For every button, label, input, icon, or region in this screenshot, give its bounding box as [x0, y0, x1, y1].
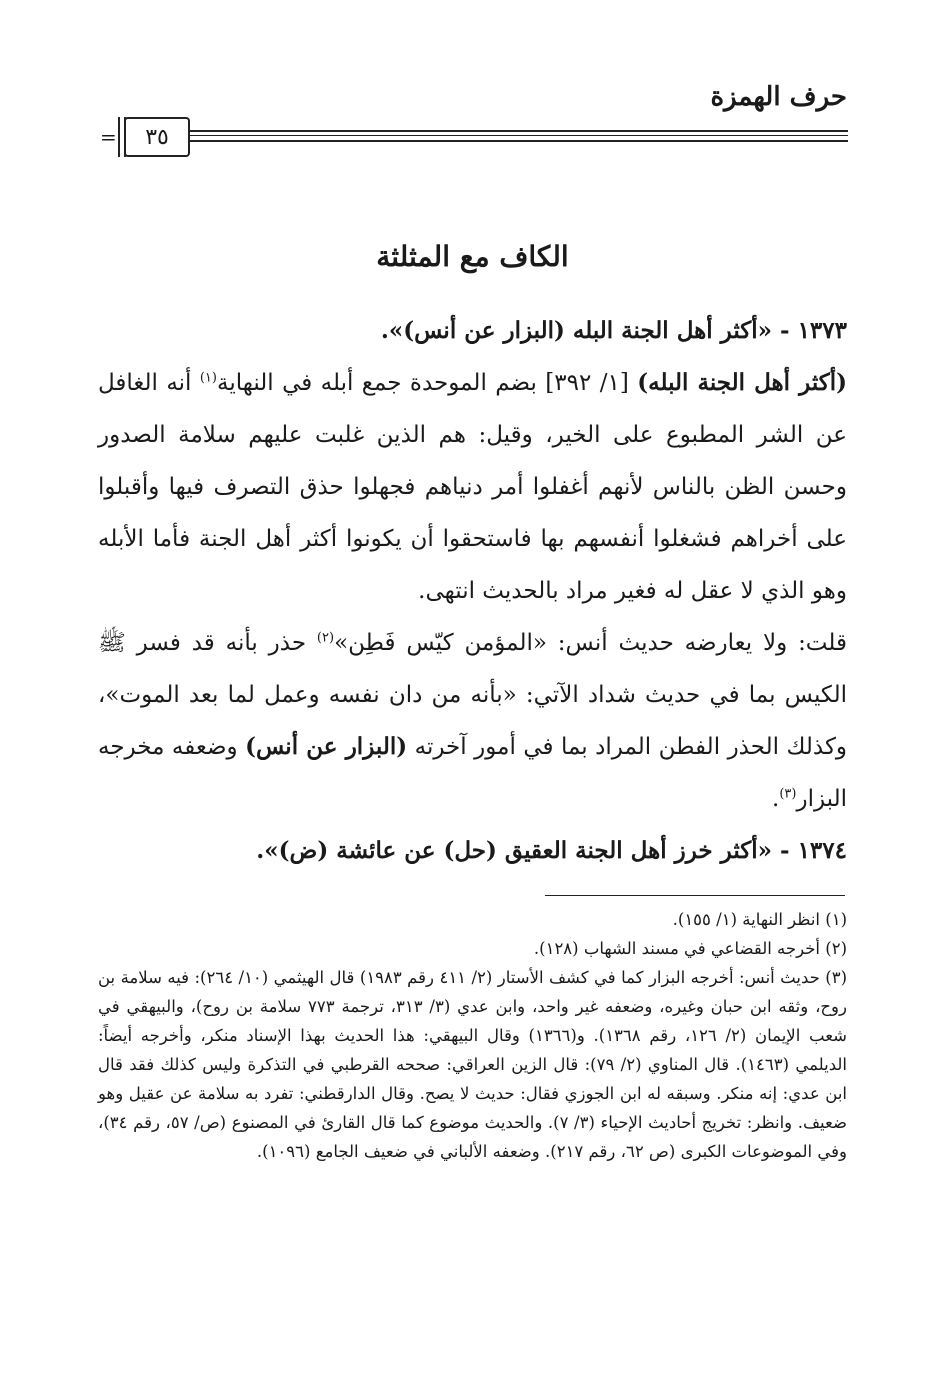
- entry-1373: [98, 305, 847, 357]
- footnote-marker: (١): [199, 370, 217, 386]
- header-rule-lines: [190, 130, 848, 146]
- entry-hadith: «أكثر خرز أهل الجنة العقيق (حل) عن عائشة (ض)».: [256, 837, 772, 864]
- main-text: [98, 305, 847, 877]
- commentary-text: أنه الغافل عن الشر المطبوع على الخير، وقيل: هم الذين غلبت عليهم سلامة الصدور وحسن الظن بالناس لأنهم أغفلوا أمر دنياهم فجهلوا حذق التصرف فيها وأقبلوا على أخراهم فشغلوا أنفسهم بها فاستحقوا أن يكونوا أكثر أهل الجنة فأما الأبله وهو الذي لا عقل له فغير مراد بالحديث انتهى.: [98, 370, 847, 604]
- footnote-separator: [545, 895, 845, 896]
- commentary-text: وضعفه مخرجه البزار: [98, 734, 847, 812]
- commentary-paragraph-2: [98, 617, 847, 825]
- footnote-1: (١) انظر النهاية (١/ ١٥٥).: [672, 910, 847, 929]
- entry-number: ١٣٧٣ -: [780, 317, 847, 344]
- header-ornament: =: [100, 125, 117, 149]
- commentary-text: حذر بأنه قد فسر ﷺ الكيس بما في حديث شداد الآتي: «بأنه من دان نفسه وعمل لما بعد الموت»، وكذلك الحذر الفطن المراد بما في أمور آخرته: [98, 630, 848, 760]
- entry-number: ١٣٧٤ -: [780, 837, 847, 864]
- section-title: الكاف مع المثلثة: [376, 240, 569, 273]
- running-header-title: حرف الهمزة: [710, 82, 847, 112]
- commentary-text: .: [772, 786, 780, 812]
- footnote-marker: (٢): [316, 630, 335, 646]
- commentary-text: بضم الموحدة جمع أبله في النهاية: [216, 370, 537, 396]
- page-number: ٣٥: [124, 117, 190, 157]
- footnote-3: (٣) حديث أنس: أخرجه البزار كما في كشف الأستار (٢/ ٤١١ رقم ١٩٨٣) قال الهيثمي (١٠/ ٢٦٤): فيه سلامة بن روح، وثقه ابن حبان وغيره، وضعفه غير واحد، وابن عدي (٣/ ٣١٣، ترجمة ٧٧٣ سلامة بن روح)، والبيهقي في شعب الإيمان (٢/ ١٢٦، رقم ١٣٦٨). و(١٣٦٦) وقال البيهقي: هذا الحديث بهذا الإسناد منكر، وأخرجه أيضاً: الديلمي (١٤٦٣). قال المناوي (٢/ ٧٩): قال الزين العراقي: صححه القرطبي في التذكرة وليس كذلك فقد قال ابن عدي: إنه منكر. وسبقه له ابن الجوزي فقال: حديث لا يصح. وقال الدارقطني: تفرد به سلامة عن عقيل وهو ضعيف. وانظر: تخريج أحاديث الإحياء (٣/ ٧). والحديث موضوع كما قال القارئ في المصنوع (ص/ ٥٧، رقم ٣٤)، وفي الموضوعات الكبرى (ص ٦٢، رقم ٢١٧). وضعفه الألباني في ضعيف الجامع (١٠٩٦).: [98, 968, 848, 1161]
- footnote-2: (٢) أخرجه القضاعي في مسند الشهاب (١٢٨).: [533, 939, 847, 958]
- entry-hadith: «أكثر أهل الجنة البله (البزار عن أنس)».: [380, 317, 772, 344]
- commentary-paragraph: [98, 357, 847, 617]
- footnote-marker: (٣): [779, 786, 797, 802]
- source-reference: (البزار عن أنس): [245, 733, 408, 760]
- quoted-hadith: (أكثر أهل الجنة البله): [637, 369, 848, 396]
- footnotes: [98, 905, 847, 1166]
- entry-1374: [98, 825, 847, 877]
- commentary-text: قلت: ولا يعارضه حديث أنس: «المؤمن كيّس فَطِن»: [334, 630, 848, 656]
- volume-reference: [١/ ٣٩٢]: [545, 370, 629, 396]
